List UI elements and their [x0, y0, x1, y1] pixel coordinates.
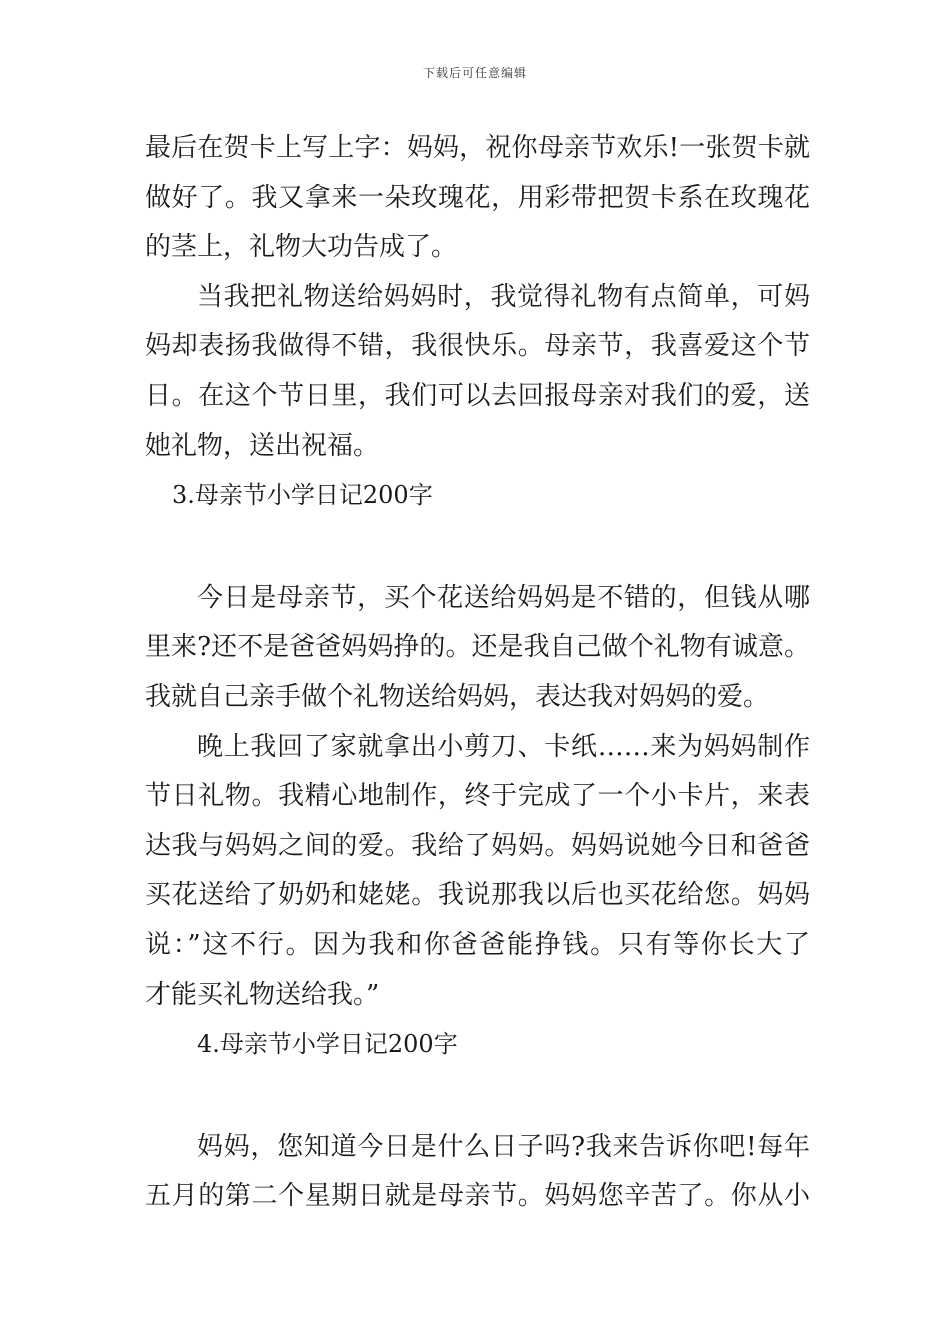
text-line: 日。在这个节日里，我们可以去回报母亲对我们的爱，送: [145, 380, 810, 411]
spacer: [145, 521, 810, 574]
text-line: 她礼物，送出祝福。: [145, 430, 380, 461]
text-line: 里来?还不是爸爸妈妈挣的。还是我自己做个礼物有诚意。: [145, 632, 810, 663]
text-line: 最后在贺卡上写上字：妈妈，祝你母亲节欢乐!一张贺卡就: [145, 133, 810, 163]
document-body: [145, 124, 810, 1222]
paragraph: [145, 574, 810, 723]
text-line: 才能买礼物送给我。”: [145, 979, 380, 1010]
text-line: 的茎上，礼物大功告成了。: [145, 232, 458, 263]
section-heading: 3.母亲节小学日记200字: [172, 481, 433, 510]
text-line: 买花送给了奶奶和姥姥。我说那我以后也买花给您。妈妈: [145, 880, 810, 911]
text-line: 妈却表扬我做得不错，我很快乐。母亲节，我喜爱这个节: [145, 331, 810, 362]
paragraph: [145, 1123, 810, 1222]
section-heading: 4.母亲节小学日记200字: [197, 1030, 458, 1059]
spacer: [145, 1070, 810, 1123]
text-line: 五月的第二个星期日就是母亲节。妈妈您辛苦了。你从小: [145, 1181, 810, 1212]
paragraph: [145, 124, 810, 273]
text-line: 节日礼物。我精心地制作，终于完成了一个小卡片，来表: [145, 781, 810, 812]
text-line: 妈妈，您知道今日是什么日子吗?我来告诉你吧!每年: [197, 1131, 810, 1162]
text-line: 达我与妈妈之间的爱。我给了妈妈。妈妈说她今日和爸爸: [145, 830, 810, 861]
text-line: 当我把礼物送给妈妈时，我觉得礼物有点简单，可妈: [197, 281, 810, 312]
text-line: 说：”这不行。因为我和你爸爸能挣钱。只有等你长大了: [145, 929, 810, 960]
text-line: 做好了。我又拿来一朵玫瑰花，用彩带把贺卡系在玫瑰花: [145, 182, 810, 213]
page-header: 下载后可任意编辑: [422, 66, 527, 80]
text-line: 我就自己亲手做个礼物送给妈妈，表达我对妈妈的爱。: [145, 681, 770, 712]
text-line: 晚上我回了家就拿出小剪刀、卡纸……来为妈妈制作: [197, 731, 810, 762]
paragraph: [145, 273, 810, 471]
paragraph: [145, 723, 810, 1021]
text-line: 今日是母亲节，买个花送给妈妈是不错的，但钱从哪: [197, 582, 810, 613]
